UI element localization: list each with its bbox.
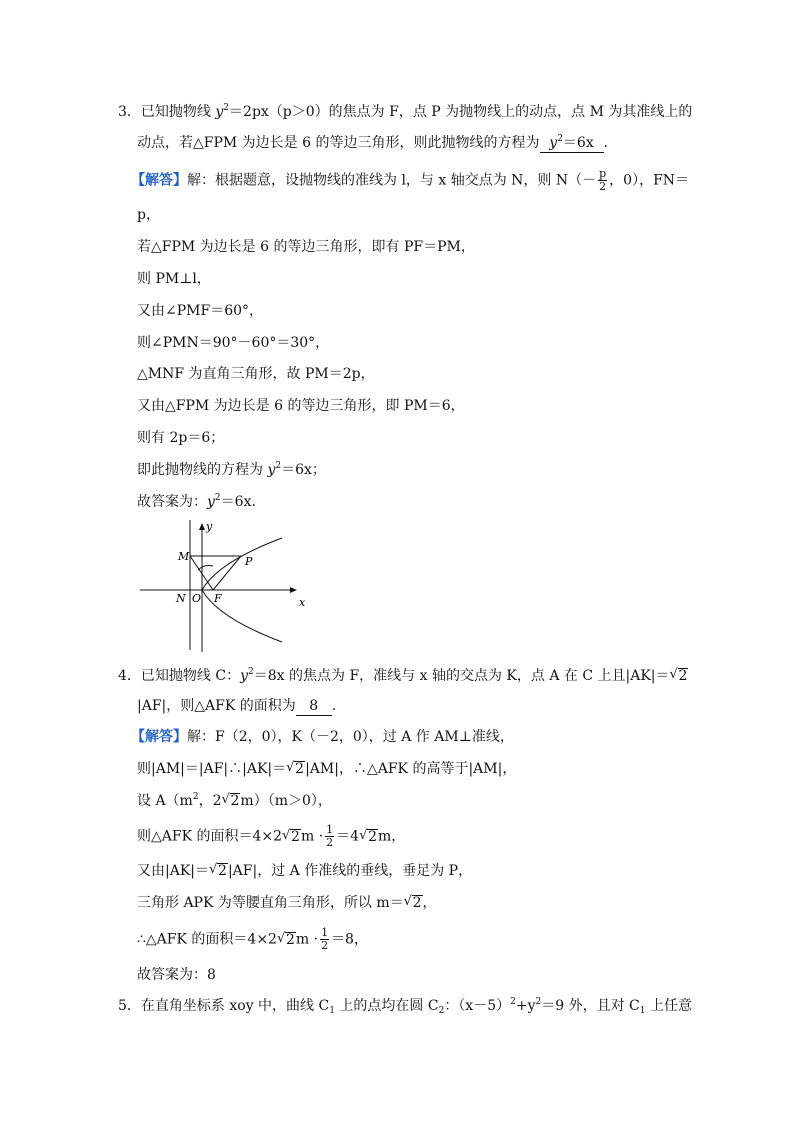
q3-solution-line-4: 则 PM⊥l，: [137, 271, 211, 287]
q4-line-2: |AF|，则△AFK 的面积为 8 ．: [137, 698, 346, 714]
label-F: F: [214, 592, 222, 605]
q3-solution-line-11: 故答案为：$y^2=6x$．: [137, 493, 266, 510]
label-x: x: [299, 596, 306, 609]
q3-number: 3．: [118, 104, 141, 120]
fraction-one-half: $\frac{1}{2}$: [321, 926, 329, 952]
q5-number: 5．: [118, 998, 141, 1014]
q3-solution-line-7: △MNF 为直角三角形，故 PM＝2p，: [137, 366, 375, 382]
q4-solution-line-5: 又由|AK|＝√ 2|AF|，过 A 作准线的垂线，垂足为 P，: [137, 861, 472, 881]
q5-line-1: 5．在直角坐标系 xoy 中，曲线 $C_1$ 上的点均在圆 $C_2$：$(x-5)^2+y^2=9$ 外，且对 $C_1$ 上任意: [118, 997, 692, 1016]
q4-solution-line-2: 则|AM|＝|AF|∴|AK|＝√ 2|AM|，∴△AFK 的高等于|AM|，: [137, 759, 516, 779]
q4-line-1: 4．已知抛物线 C：$y^2=8x$ 的焦点为 F，准线与 x 轴的交点为 K，点 A 在 C 上且|AK|＝√ 2: [118, 666, 688, 686]
q3-solution-line-9: 则有 2p＝6；: [137, 430, 225, 446]
solution-label: 【解答】: [131, 729, 187, 745]
label-y: y: [206, 520, 213, 533]
q3-solution-line-1: 【解答】解：根据题意，设抛物线的准线为 l，与 x 轴交点为 N，则 N（－ $\frac{p}{2}$ ，0），FN＝: [131, 167, 690, 193]
q4-solution-line-6: 三角形 APK 为等腰直角三角形，所以 m＝√ 2，: [137, 893, 437, 913]
q3-line-1: 3．已知抛物线 $y^2=2px(p>0)$的焦点为 F，点 P 为抛物线上的动点，点 M 为其准线上的: [118, 103, 693, 120]
q4-solution-line-3: 设 $A(m^2$，2√ 2m）（m＞0），: [137, 791, 332, 811]
q3-line-2: 动点，若△FPM 为边长是 6 的等边三角形，则此抛物线的方程为 $y^2=6x$ ．: [137, 134, 618, 151]
label-P: P: [245, 555, 253, 568]
label-M: M: [178, 550, 190, 563]
q3-solution-line-3: 若△FPM 为边长是 6 的等边三角形，即有 PF＝PM，: [137, 239, 475, 255]
q3-answer-blank: $y^2=6x$: [540, 134, 604, 153]
fraction-p-over-2: $\frac{p}{2}$: [599, 167, 607, 193]
q3-solution-line-5: 又由∠PMF＝60°，: [137, 303, 264, 319]
solution-label: 【解答】: [131, 172, 187, 189]
q4-solution-line-4: 则△AFK 的面积＝4×2√ 2m · $\frac{1}{2}$ ＝4√ 2m，: [137, 824, 405, 849]
q4-solution-line-1: 【解答】解：F（2，0），K（－2，0），过 A 作 AM⊥准线，: [131, 729, 514, 745]
q4-solution-line-7: ∴△AFK 的面积＝4×2√ 2m · $\frac{1}{2}$ ＝8，: [137, 927, 368, 952]
q4-answer-blank: 8: [296, 697, 332, 716]
label-N: N: [176, 592, 186, 605]
q4-number: 4．: [118, 668, 141, 684]
q3-solution-line-8: 又由△FPM 为边长是 6 的等边三角形，即 PM＝6，: [137, 398, 465, 414]
label-O: O: [192, 592, 202, 605]
parabola-figure: [140, 520, 320, 655]
x-axis-arrow: [290, 587, 297, 593]
fraction-one-half: $\frac{1}{2}$: [326, 823, 334, 849]
arc-mark: [198, 566, 213, 571]
q3-solution-line-2: p，: [137, 207, 160, 223]
q3-solution-line-10: 即此抛物线的方程为 $y^2=6x$；: [137, 461, 326, 478]
y-axis-arrow: [199, 523, 205, 530]
q4-solution-line-8: 故答案为：8: [137, 967, 216, 983]
q3-solution-line-6: 则∠PMN＝90°－60°＝30°，: [137, 335, 330, 351]
sqrt-2: √ 2: [670, 666, 689, 686]
